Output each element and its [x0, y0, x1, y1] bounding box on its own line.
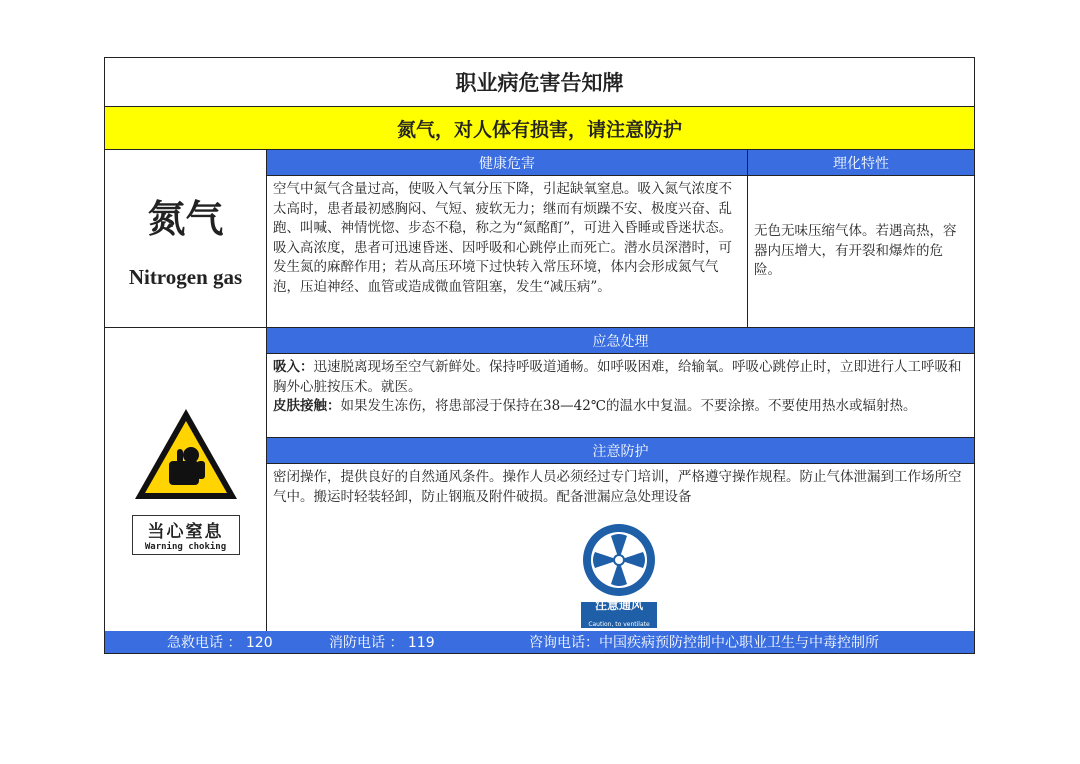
protection-text: 密闭操作，提供良好的自然通风条件。操作人员必须经过专门培训，严格遵守操作规程。防止气体泄漏到工作场所空气中。搬运时轻装轻卸，防止钢瓶及附件破损。配备泄漏应急处理设备	[273, 469, 962, 505]
skin-text: 如果发生冻伤，将患部浸于保持在38—42℃的温水中复温。不要涂擦。不要使用热水或辐射热。	[340, 398, 917, 414]
properties-text: 无色无味压缩气体。若遇高热，容器内压增大，有开裂和爆炸的危险。	[754, 223, 957, 279]
emergency-header: 应急处理	[267, 328, 974, 354]
notice-board	[104, 57, 975, 654]
emergency-call: 急救电话 ： 120	[167, 635, 273, 651]
protection-header: 注意防护	[267, 438, 974, 464]
warning-sign-zh: 当心窒息	[147, 522, 224, 542]
substance-name-en: Nitrogen gas	[128, 264, 243, 289]
fire-call: 消防电话 ： 119	[329, 635, 435, 651]
ventilate-label	[581, 597, 657, 628]
warning-sign-label	[132, 515, 240, 555]
properties-text-cell	[748, 176, 974, 328]
protection-cell	[267, 464, 974, 631]
ventilate-zh: 注意通风	[594, 597, 643, 612]
warning-sign-cell	[105, 328, 267, 631]
board-title: 职业病危害告知牌	[105, 58, 974, 107]
health-hazard-header: 健康危害	[267, 150, 748, 176]
warning-sign-en: Warning choking	[144, 542, 227, 552]
substance-name-cell	[105, 150, 267, 328]
ventilate-sign	[579, 522, 659, 628]
properties-header: 理化特性	[748, 150, 974, 176]
ventilate-en: Caution, to ventilate	[588, 621, 650, 628]
consult-call: 咨询电话：中国疾病预防控制中心职业卫生与中毒控制所	[529, 635, 879, 651]
inhale-label: 吸入：	[273, 359, 314, 375]
footer-bar	[105, 631, 974, 653]
ventilation-fan-icon	[581, 522, 657, 598]
emergency-text	[267, 354, 974, 438]
substance-name-zh: 氮气	[147, 195, 224, 241]
health-hazard-text: 空气中氮气含量过高，使吸入气氧分压下降，引起缺氧窒息。吸入氮气浓度不太高时，患者最初感胸闷、气短、疲软无力；继而有烦躁不安、极度兴奋、乱跑、叫喊、神情恍惚、步态不稳，称之为“氮酩酊”，可进入昏睡或昏迷状态。吸入高浓度，患者可迅速昏迷、因呼吸和心跳停止而死亡。潜水员深潜时，可发生氮的麻醉作用；若从高压环境下过快转入常压环境，体内会形成氮气气泡，压迫神经、血管或造成微血管阻塞，发生“减压病”。	[267, 176, 748, 328]
skin-label: 皮肤接触：	[273, 398, 341, 414]
warning-banner: 氮气，对人体有损害，请注意防护	[105, 107, 974, 150]
inhale-text: 迅速脱离现场至空气新鲜处。保持呼吸道通畅。如呼吸困难，给输氧。呼吸心跳停止时，立即进行人工呼吸和胸外心脏按压术。就医。	[273, 359, 962, 395]
choking-warning-icon	[131, 405, 241, 503]
